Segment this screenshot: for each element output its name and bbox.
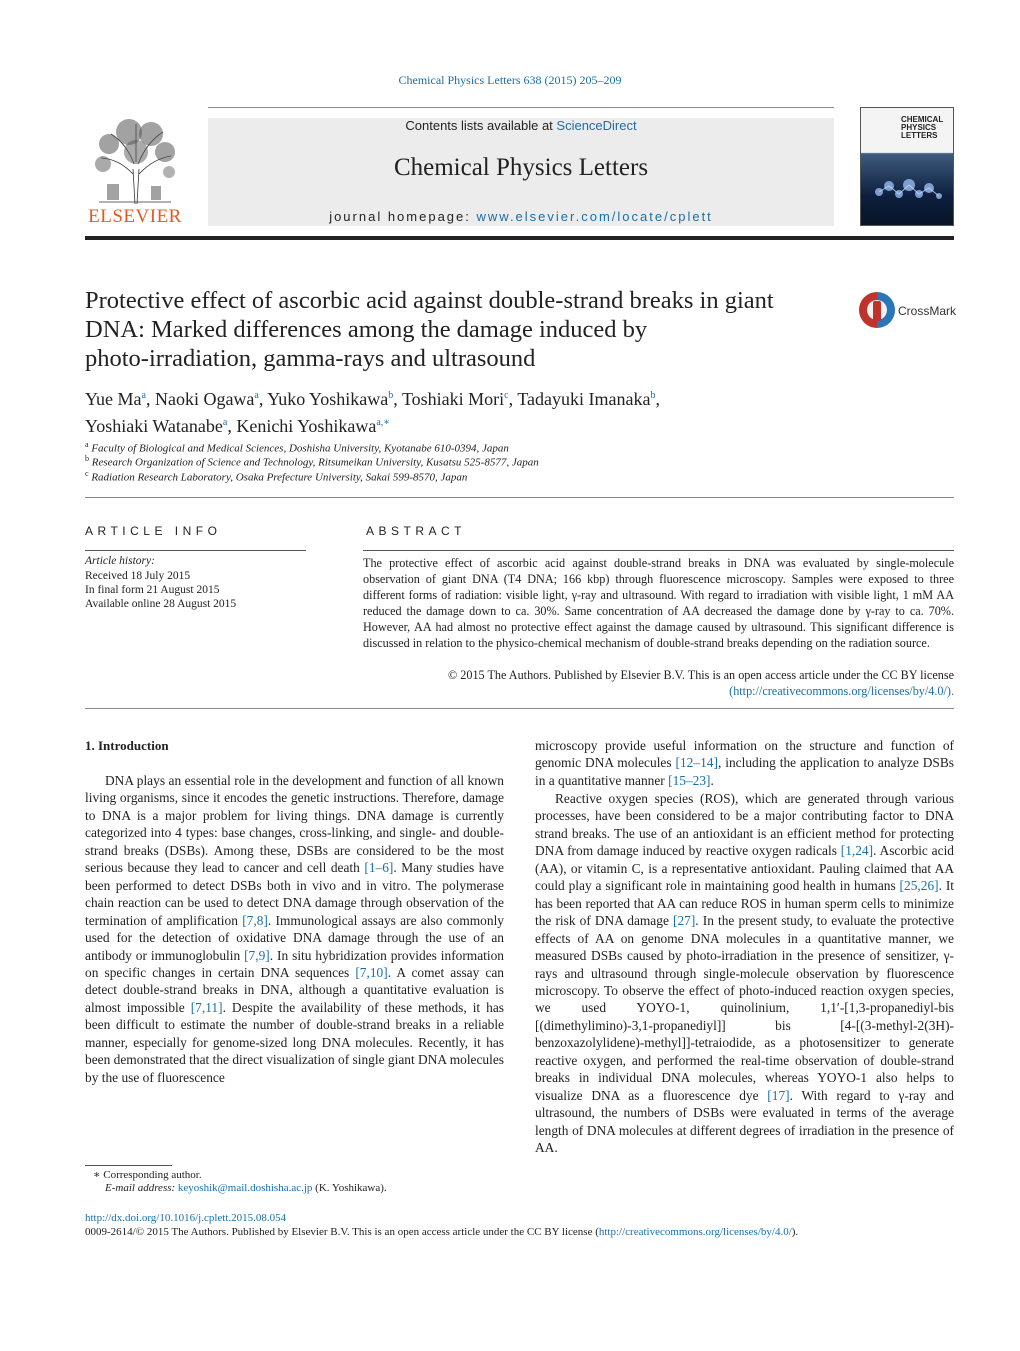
issn-text: 0009-2614/© 2015 The Authors. Published by Elsevier B.V. This is an open access article under the CC BY license ( (85, 1226, 599, 1238)
citation-link[interactable]: [7,9] (244, 947, 270, 963)
body-text: . Immunological assays are also commonly used for the detection of oxidative DNA damage through the use of an antibody or immunoglobulin (85, 912, 504, 963)
body-paragraph (535, 737, 954, 789)
cover-title-line: PHYSICS (901, 123, 937, 132)
cover-title-line: LETTERS (901, 131, 938, 140)
email-suffix: (K. Yoshikawa). (312, 1182, 387, 1194)
author-separator: , (655, 389, 660, 409)
author-affil-mark[interactable]: a (141, 390, 146, 401)
body-text: , including the application to analyze DSBs in a quantitative manner (535, 755, 954, 788)
cover-title-line: CHEMICAL (901, 115, 944, 124)
author-affil-mark[interactable]: a (254, 390, 259, 401)
title-line: photo-irradiation, gamma-rays and ultrasound (85, 345, 536, 372)
citation-link[interactable]: [1–6] (364, 860, 394, 876)
abstract-copyright (363, 667, 954, 699)
elsevier-wordmark: ELSEVIER (88, 206, 182, 227)
title-line: DNA: Marked differences among the damage induced by (85, 316, 648, 343)
affiliation-text: Faculty of Biological and Medical Sciences, Doshisha University, Kyotanabe 610-0394, Japan (91, 442, 509, 455)
author-separator: , (393, 389, 402, 409)
abstract-rule (363, 550, 954, 551)
body-text: Reactive oxygen species (ROS), which are generated through various processes, have been considered to be a major contributing factor to DNA strand breaks. The use of an antioxidant is an efficient method for protecting DNA from damage induced by reactive oxygen radicals (535, 791, 954, 859)
affiliation (85, 454, 539, 469)
body-text: microscopy provide useful information on the structure and function of genomic DNA molecules (535, 738, 954, 771)
citation-link[interactable]: [7,11] (190, 999, 223, 1015)
license-link[interactable]: (http://creativecommons.org/licenses/by/4.0/). (729, 684, 954, 699)
homepage-prefix: journal homepage: (329, 209, 477, 224)
abstract-text: The protective effect of ascorbic acid against double-strand breaks in DNA was evaluated by single-molecule observation of giant DNA (T4 DNA; 166 kbp) through fluorescence microscopy. Samples were exposed to three different forms of radiation: visible light, γ-ray and ultrasound. With regard to irradiation with visible light, 1 mM AA reduced the damage down to ca. 30%. Same concentration of AA decreased the damage done by γ-ray to ca. 70%. However, AA had almost no protective effect against the damage caused by ultrasound. This significant difference is discussed in relation to the physico-chemical mechanism of double-strand breaks depending on the radiation source. (363, 556, 954, 651)
body-text: . With regard to γ-ray and ultrasound, the numbers of DSBs were evaluated in terms of the average length of DNA molecules at different degrees of irradiation in the presence of AA. (535, 1087, 954, 1156)
affiliation (85, 469, 467, 484)
doi-link[interactable]: http://dx.doi.org/10.1016/j.cplett.2015.08.054 (85, 1212, 287, 1224)
homepage-link[interactable]: www.elsevier.com/locate/cplett (476, 209, 713, 224)
elsevier-logo (85, 114, 185, 226)
citation-link[interactable]: [17] (767, 1087, 790, 1103)
author-name[interactable]: Naoki Ogawa (154, 389, 255, 409)
affiliation-text: Research Organization of Science and Technology, Ritsumeikan University, Kusatsu 525-8577, Japan (91, 456, 539, 469)
citation-link[interactable]: [7,8] (242, 912, 268, 928)
article-title (85, 286, 845, 373)
elsevier-tree-icon (89, 114, 181, 206)
header-top-rule (208, 107, 834, 108)
abstract-heading: ABSTRACT (366, 524, 467, 538)
article-info-rule (85, 550, 306, 551)
author-separator: , (258, 389, 268, 409)
corresponding-author-note: ∗ Corresponding author. (93, 1169, 202, 1181)
affiliation-mark: b (85, 454, 89, 463)
body-text: . It has been reported that AA can reduce ROS in human sperm cells to minimize the risk of DNA damage (535, 878, 954, 929)
citation-link[interactable]: [7,10] (355, 964, 388, 980)
email-label: E-mail address: (105, 1182, 178, 1194)
author-affil-mark[interactable]: b (388, 390, 394, 401)
author-name[interactable]: Tadayuki Imanaka (517, 389, 651, 409)
body-text: . (710, 772, 714, 788)
body-text: . Ascorbic acid (AA), or vitamin C, is a representative antioxidant. Pauling claimed that AA could play a significant role in maintaining good health in humans (535, 843, 954, 894)
body-paragraph (85, 772, 504, 1086)
body-text: . In the present study, to evaluate the protective effects of AA on genome DNA molecules in a quantitative manner, we measured DSBs caused by photo-irradiation in the presence of sensitizer, γ-rays and ultrasound through single-molecule observation by fluorescence microscopy. To observe the effect of photo-induced reaction oxygen species, we used YOYO-1, quinolinium, 1,1′-[1,3-propanediyl-bis [(dimethylimino)-3,1-propanediyl]] bis [4-[(3-methyl-2(3H)-benzoxazolylidene)-methyl]]-tetraiodide, as a photosensitizer to generate reactive oxygen, and performed the real-time observation of double-strand breaks in individual DNA molecules, whereas YOYO-1 also helps to visualize DNA as a fluorescence dye (535, 913, 954, 1103)
body-text: DNA plays an essential role in the development and function of all known living organisms, since it encodes the genetic instructions. Therefore, damage to DNA is a major problem for living things. DNA damage is currently categorized into 4 types: base changes, cross-linking, and single- and double-strand breaks (DSBs). Among these, DSBs are considered to be the most serious because they lead to cancer and cell death (85, 773, 504, 876)
affiliation (85, 440, 509, 455)
author-name[interactable]: Yuko Yoshikawa (267, 389, 389, 409)
final-form-date: In final form 21 August 2015 (85, 584, 220, 596)
body-text: . Despite the availability of these methods, it has been difficult to estimate the number of double-strand breaks in a reliable manner, especially for genome-sized long DNA molecules. Recently, it has been demonstrated that the direct visualization of single giant DNA molecules by the use of fluorescence (85, 999, 504, 1085)
author-separator: , (227, 416, 237, 436)
author-affil-mark[interactable]: c (504, 390, 509, 401)
section-rule (85, 708, 954, 709)
copyright-text: © 2015 The Authors. Published by Elsevier B.V. This is an open access article under the CC BY license (447, 668, 954, 682)
citation-link[interactable]: [25,26] (899, 878, 939, 894)
contents-prefix: Contents lists available at (405, 118, 557, 133)
section-heading-introduction: 1. Introduction (85, 738, 169, 753)
affiliation-mark: c (85, 469, 89, 478)
body-text: . Many studies have been performed to detect DSBs both in vivo and in vitro. The polymerase chain reaction can be used to detect DNA damage through observation of the termination of amplification (85, 860, 504, 928)
footnote-rule (85, 1165, 172, 1166)
affiliation-mark: a (85, 440, 89, 449)
journal-cover (860, 107, 954, 226)
body-text: . A comet assay can detect double-strand breaks in DNA, although a quantitative evaluation is almost impossible (85, 964, 504, 1015)
author-name[interactable]: Toshiaki Mori (401, 389, 505, 409)
issn-line (85, 1226, 798, 1238)
author-separator: , (508, 389, 518, 409)
author-name[interactable]: Yoshiaki Watanabe (85, 416, 223, 436)
issn-suffix: ). (791, 1226, 799, 1238)
crossmark-label[interactable]: CrossMark (898, 304, 957, 318)
author-affil-mark[interactable]: a (222, 417, 228, 428)
email-note (105, 1182, 387, 1194)
cover-molecule-icon (869, 170, 947, 210)
citation-link[interactable]: [12–14] (675, 755, 718, 771)
author-affil-mark[interactable]: b (650, 390, 656, 401)
header-thick-rule (85, 236, 954, 240)
title-line: Protective effect of ascorbic acid against double-strand breaks in giant (85, 287, 774, 314)
journal-name: Chemical Physics Letters (393, 154, 649, 181)
contents-line (208, 118, 834, 133)
received-date: Received 18 July 2015 (85, 570, 191, 582)
citation-link[interactable]: [1,24] (840, 843, 874, 859)
author-affil-mark[interactable]: a,∗ (376, 417, 391, 428)
citation-link[interactable]: [27] (672, 913, 696, 929)
author-name[interactable]: Yue Ma (85, 389, 142, 409)
citation-link[interactable]: [15–23] (668, 772, 711, 788)
author-list (85, 384, 945, 438)
cover-title (901, 116, 951, 140)
journal-reference[interactable]: Chemical Physics Letters 638 (2015) 205–209 (398, 73, 622, 87)
online-date: Available online 28 August 2015 (85, 598, 237, 610)
body-paragraph (535, 790, 954, 1157)
body-text: . In situ hybridization provides information on specific changes in certain DNA sequences (85, 947, 504, 980)
history-label: Article history: (85, 555, 155, 567)
section-rule (85, 497, 954, 498)
author-name[interactable]: Kenichi Yoshikawa (236, 416, 377, 436)
affiliation-text: Radiation Research Laboratory, Osaka Prefecture University, Sakai 599-8570, Japan (91, 471, 468, 484)
article-info-heading: ARTICLE INFO (85, 524, 222, 538)
sciencedirect-link[interactable]: ScienceDirect (556, 118, 637, 133)
journal-homepage (208, 209, 834, 224)
author-separator: , (145, 389, 155, 409)
footer-license-link[interactable]: http://creativecommons.org/licenses/by/4.0/ (598, 1226, 792, 1238)
email-link[interactable]: keyoshik@mail.doshisha.ac.jp (177, 1182, 313, 1194)
